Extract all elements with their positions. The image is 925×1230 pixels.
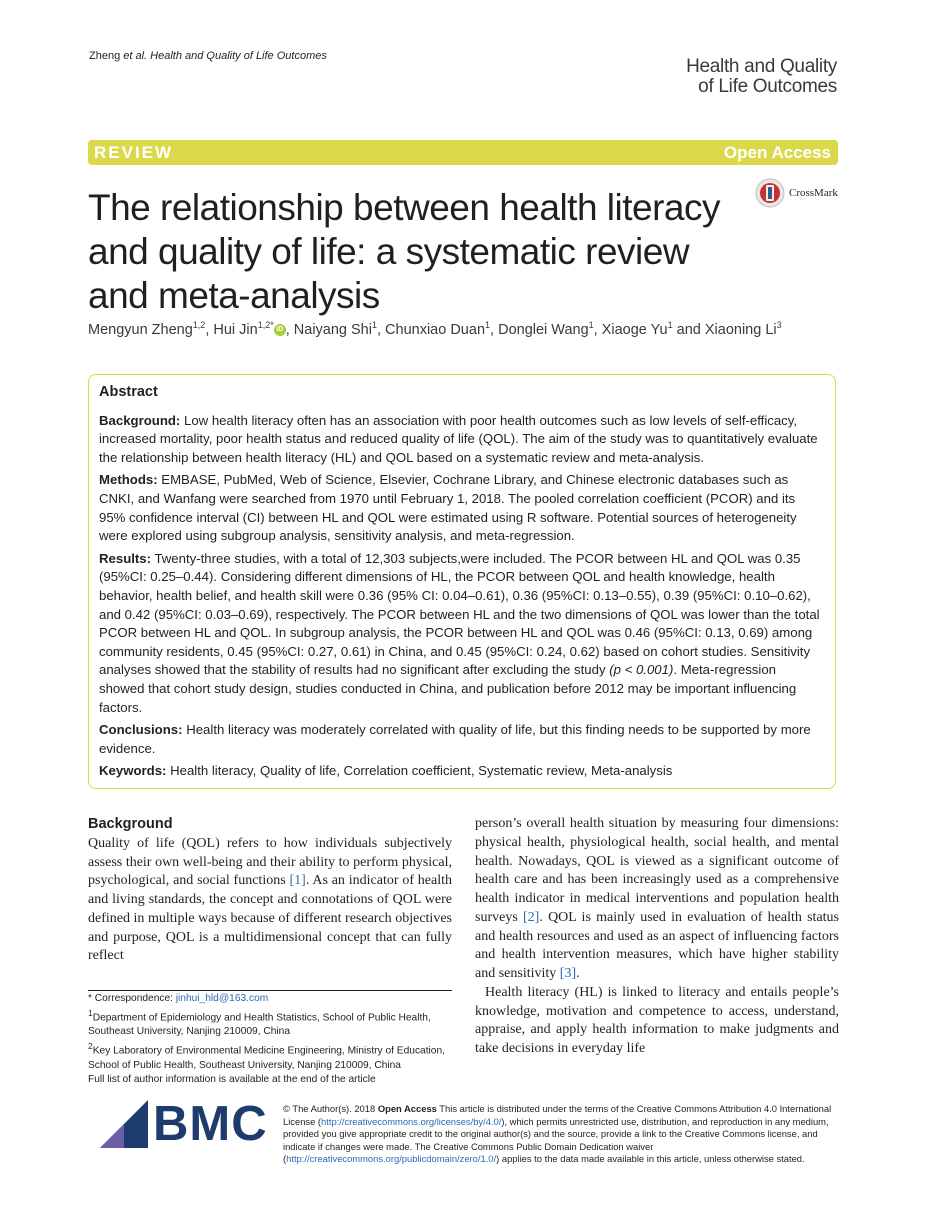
- affiliation-note: [88, 1006, 452, 1039]
- affiliation-text: Key Laboratory of Environmental Medicine Engineering, Ministry of Education, School of Public Health, Southeast University, Nanjing 210009, China: [88, 1045, 445, 1071]
- body-text: .: [576, 966, 580, 981]
- author-name: Xiaoning Li: [704, 321, 777, 338]
- body-column-right: [475, 815, 839, 1059]
- section-heading-background: Background: [88, 816, 173, 832]
- author-affiliation: 1: [371, 320, 377, 330]
- affiliation-mark: 2: [88, 1041, 93, 1052]
- affiliation-mark: 1: [88, 1008, 93, 1018]
- abstract-background: [99, 412, 825, 468]
- affiliation-note: [88, 1039, 452, 1072]
- article-type-label: REVIEW: [94, 143, 174, 162]
- footnote-divider: [88, 990, 452, 991]
- abstract-results-label: Results:: [99, 550, 152, 566]
- abstract-keywords: [99, 762, 825, 781]
- body-text: . As an indicator of health and living standards, the concept and connotations of QOL were defined in multiple ways because of different research objectives and purpose, QOL is a multidimensional concept that can fully reflect: [88, 873, 452, 964]
- author-connector: and: [676, 321, 701, 338]
- running-head: [89, 50, 327, 62]
- open-access-label: Open Access: [723, 143, 831, 162]
- license-text: This article is distributed under the terms of the Creative Commons Attribution 4.0 International License (: [283, 1103, 832, 1127]
- author-name: Chunxiao Duan: [385, 321, 486, 338]
- abstract-conclusions: [99, 721, 825, 758]
- author-affiliation: 3: [776, 320, 782, 330]
- abstract-conclusions-label: Conclusions:: [99, 722, 183, 738]
- running-head-journal: et al. Health and Quality of Life Outcomes: [123, 50, 327, 62]
- footnotes: [88, 992, 452, 1087]
- author-name: Naiyang Shi: [293, 321, 372, 338]
- body-paragraph: [88, 835, 452, 966]
- article-title: The relationship between health literacy and quality of life: a systematic review and meta-analysis: [88, 187, 720, 316]
- license-text: ) applies to the data made available in this article, unless otherwise stated.: [496, 1153, 805, 1164]
- crossmark-badge[interactable]: [755, 178, 839, 208]
- abstract-content: [99, 381, 825, 785]
- abstract-results: [99, 550, 825, 717]
- abstract-methods-text: EMBASE, PubMed, Web of Science, Elsevier, Cochrane Library, and Chinese electronic databases such as CNKI, and Wanfang were searched from 1970 until February 1, 2018. The pooled correlation coefficient (PCOR) and its 95% confidence interval (CI) between HL and QOL were estimated using R software. Potential sources of heterogeneity were explored using subgroup analysis, sensitivity analysis, and meta-regression.: [99, 472, 797, 544]
- correspondence-email-link[interactable]: jinhui_hld@163.com: [175, 993, 269, 1004]
- journal-name-line2: of Life Outcomes: [698, 76, 837, 97]
- body-text: . QOL is mainly used in evaluation of health status and health resources and used as an aspect of influencing factors and health intervention measures, which have higher stability and sensitivity: [475, 909, 839, 981]
- bmc-logo: [100, 1097, 270, 1151]
- abstract-keywords-label: Keywords:: [99, 763, 167, 779]
- license-statement: [283, 1103, 843, 1166]
- license-open-access: Open Access: [377, 1103, 437, 1114]
- abstract-results-pvalue: (p < 0.001): [609, 662, 674, 678]
- bmc-logo-text: BMC: [153, 1097, 268, 1151]
- license-text: ), which permits unrestricted use, distribution, and reproduction in any medium, provided you give appropriate credit to the original author(s) and the source, provide a link to the Creative Commons license, and indicate if changes were made. The Creative Commons Public Domain Dedication waiver (: [283, 1115, 829, 1164]
- author-name: Xiaoge Yu: [601, 321, 668, 338]
- orcid-icon[interactable]: iD: [274, 324, 286, 336]
- citation-link[interactable]: [1]: [289, 873, 306, 889]
- author-affiliation: 1,2*: [257, 320, 274, 330]
- article-type-banner: [88, 140, 838, 165]
- body-text: person’s overall health situation by measuring four dimensions: physical health, physiological health, social health, and mental health. Nowadays, QOL is viewed as a significant outcome of health care and has been increasingly used as a comprehensive health indicator in medical interventions and population health surveys: [475, 816, 839, 925]
- abstract-results-text-continued: . Meta-regression showed that cohort study design, studies conducted in China, and publication before 2012 may be important influencing factors.: [99, 662, 797, 715]
- abstract-box: [88, 374, 836, 789]
- author-name: Hui Jin: [213, 321, 258, 338]
- citation-link[interactable]: [3]: [559, 966, 577, 981]
- author-affiliation: 1: [485, 320, 491, 330]
- abstract-results-text: Twenty-three studies, with a total of 12,303 subjects,were included. The PCOR between HL and QOL was 0.35 (95%CI: 0.25–0.44). Considering different dimensions of HL, the PCOR between QOL and health knowledge, health behavior, health belief, and health skill were 0.36 (95% CI: 0.04–0.61), 0.36 (95%CI: 0.13–0.55), 0.39 (95%CI: 0.10–0.62), and 0.42 (95%CI: 0.03–0.69), respectively. The PCOR between HL and the two dimensions of QOL was lower than the total PCOR between HL and QOL. In subgroup analysis, the PCOR between HL and QOL was 0.46 (95%CI: 0.13, 0.69) among community residents, 0.45 (95%CI: 0.27, 0.61) in China, and 0.45 (95%CI: 0.24, 0.62) based on cohort studies. Sensitivity analyses showed that the stability of results had no significant after excluding the study: [99, 550, 820, 678]
- author-list: Mengyun Zheng$^{1,2}$, Hui Jin$^{1,2*}$ iD , Naiyang Shi$^1$, Chunxiao Duan$^1$, Donglei Wang$^1$, Xiaoge Yu$^1$ and Xiaoning Li$^3$: [88, 320, 782, 338]
- author-affiliation: 1: [667, 320, 673, 330]
- journal-name-line1: Health and Quality: [686, 56, 837, 77]
- license-link[interactable]: http://creativecommons.org/licenses/by/4.0/: [321, 1115, 502, 1127]
- license-link[interactable]: http://creativecommons.org/publicdomain/zero/1.0/: [286, 1153, 497, 1164]
- author-affiliation: 1,2: [192, 320, 206, 330]
- abstract-background-label: Background:: [99, 412, 181, 428]
- journal-name: [686, 57, 837, 97]
- author-affiliation: 1: [588, 320, 594, 330]
- running-head-authors: Zheng: [89, 50, 124, 62]
- abstract-keywords-text: Health literacy, Quality of life, Correlation coefficient, Systematic review, Meta-analysis: [166, 763, 673, 779]
- abstract-conclusions-text: Health literacy was moderately correlated with quality of life, but this finding needs to be supported by more evidence.: [99, 722, 811, 756]
- citation-link[interactable]: [2]: [523, 909, 540, 925]
- author-name: Donglei Wang: [498, 321, 589, 338]
- crossmark-icon: [755, 178, 785, 208]
- abstract-heading: Abstract: [99, 384, 158, 400]
- body-text: Quality of life (QOL) refers to how individuals subjectively assess their own well-being and their ability to perform physical, psychological, and social functions: [88, 835, 452, 889]
- correspondence-label: * Correspondence:: [88, 993, 176, 1004]
- abstract-methods: [99, 471, 825, 545]
- body-paragraph: Health literacy (HL) is linked to literacy and entails people’s knowledge, motivation and competence to access, understand, appraise, and apply health information to make judgments and take decisions in everyday life: [475, 984, 839, 1056]
- crossmark-label: CrossMark: [789, 187, 838, 199]
- body-paragraph: [475, 815, 839, 984]
- body-column-left: [88, 815, 452, 966]
- abstract-methods-label: Methods:: [99, 472, 158, 488]
- author-name: Mengyun Zheng: [88, 321, 193, 338]
- affiliation-text: Department of Epidemiology and Health Statistics, School of Public Health, Southeast University, Nanjing 210009, China: [88, 1012, 431, 1038]
- license-copyright: © The Author(s). 2018: [283, 1103, 378, 1114]
- bmc-logo-icon: [100, 1100, 148, 1148]
- correspondence-note: [88, 992, 452, 1006]
- author-info-note: Full list of author information is available at the end of the article: [88, 1073, 376, 1085]
- abstract-background-text: Low health literacy often has an association with poor health outcomes such as low levels of self-efficacy, increased mortality, poor health status and reduced quality of life (QOL). The aim of the study was to quantitatively evaluate the relationship between health literacy (HL) and QOL based on a systematic review and meta-analysis.: [99, 412, 818, 465]
